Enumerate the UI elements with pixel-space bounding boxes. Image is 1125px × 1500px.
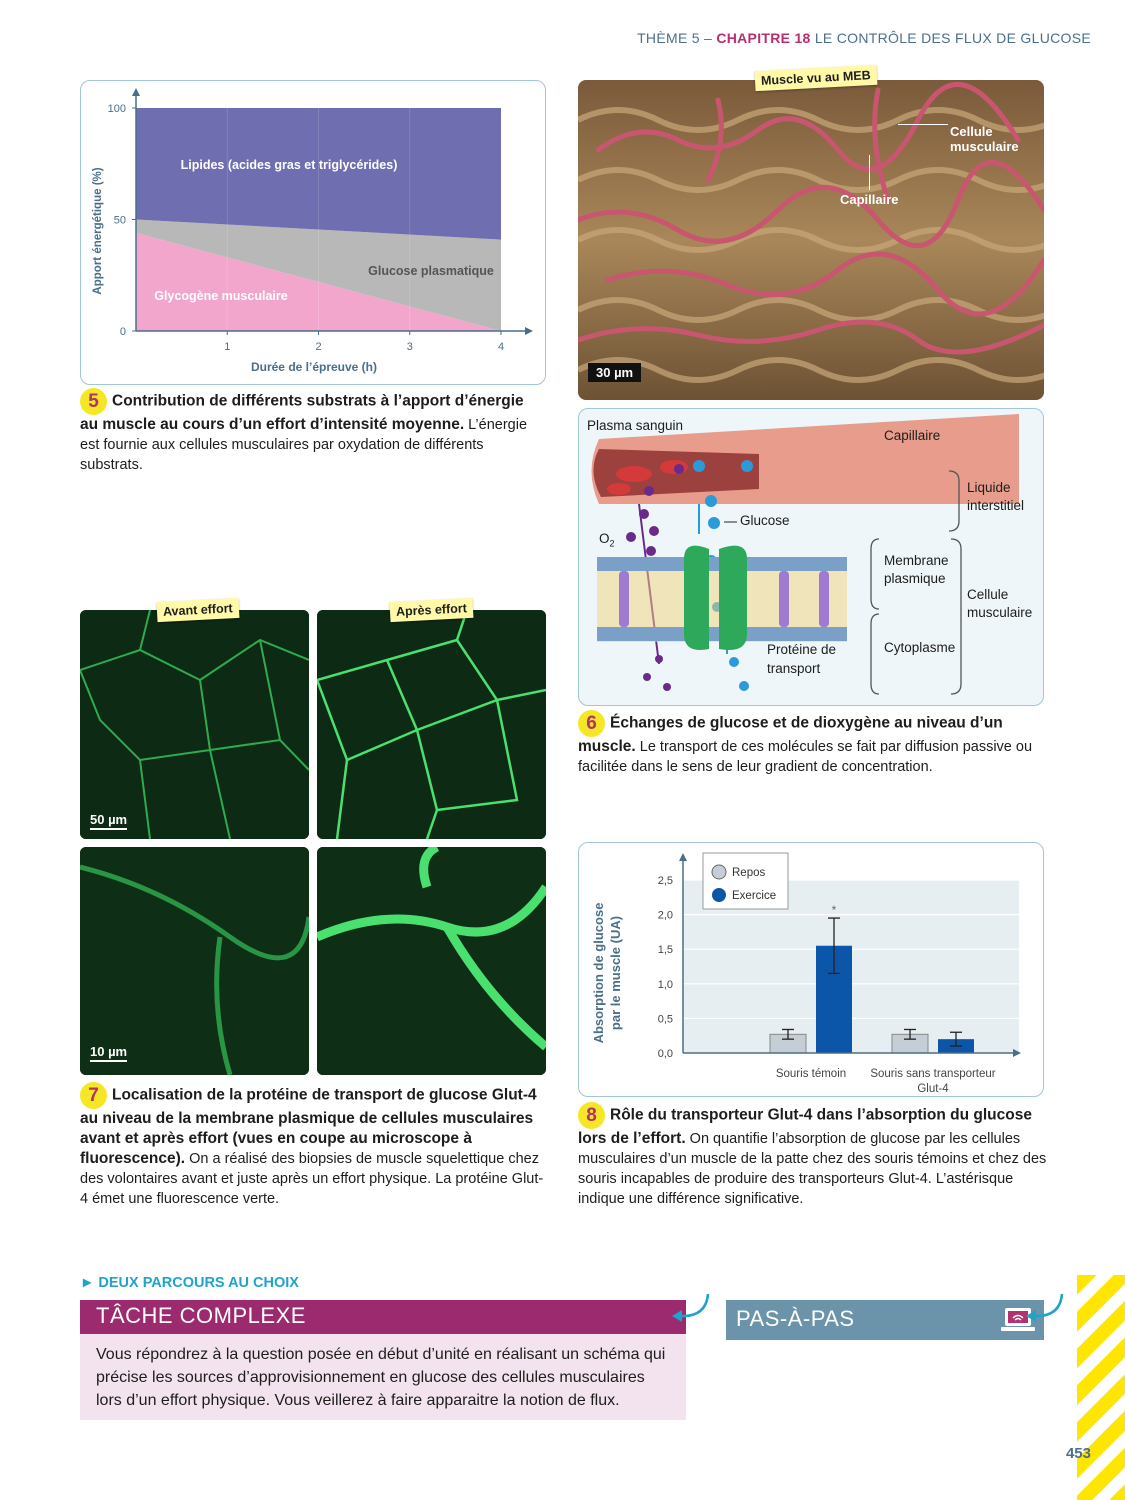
- doc5-x-arrow: [525, 327, 533, 335]
- doc5-xtick: 1: [224, 341, 231, 353]
- pap-arrow-icon: [1022, 1288, 1066, 1326]
- header-theme: THÈME 5 –: [637, 30, 717, 46]
- doc8-caption: [578, 1102, 1048, 1209]
- micrograph-before-10-image: [80, 847, 309, 1075]
- tag-before-effort: Avant effort: [157, 598, 240, 622]
- header-chapter: CHAPITRE 18: [716, 30, 811, 46]
- meb-label-cell: Cellule musculaire: [950, 124, 1019, 154]
- doc8-chart-panel: [578, 842, 1044, 1097]
- tache-arrow-icon: [668, 1288, 712, 1326]
- doc6-label-plasma: Plasma sanguin: [587, 418, 684, 433]
- doc5-ytick: 0: [119, 326, 126, 338]
- doc8-ytick: 0,5: [657, 1013, 673, 1026]
- legend-exercice-swatch: [712, 888, 726, 902]
- doc8-category-2: Souris sans transporteur Glut-4: [870, 1068, 996, 1095]
- doc8-ylabel-line2: par le muscle (UA): [608, 915, 623, 1031]
- decorative-hatch: [1077, 1275, 1125, 1500]
- doc7-number: 7: [80, 1082, 107, 1109]
- pas-a-pas-title: PAS-À-PAS: [736, 1306, 855, 1331]
- doc5-y-arrow: [132, 88, 140, 96]
- doc8-ylabel-line1: Absorption de glucose: [591, 902, 606, 1044]
- doc5-caption-text: L’énergie est fournie aux cellules musculaires par oxydation de différents substrats.: [80, 417, 528, 473]
- doc5-xtick: 3: [406, 341, 413, 353]
- doc5-ylabel: Apport énergétique (%): [92, 167, 104, 295]
- doc5-label-glucose: Glucose plasmatique: [368, 264, 494, 278]
- route-heading: ► DEUX PARCOURS AU CHOIX: [80, 1275, 299, 1291]
- doc5-caption: [80, 388, 546, 475]
- legend-repos: Repos: [732, 867, 766, 879]
- scale-50um: 50 µm: [90, 812, 127, 830]
- legend-exercice: Exercice: [732, 890, 777, 902]
- doc8-ytick: 0,0: [657, 1048, 673, 1060]
- tache-complexe-text: Vous répondrez à la question posée en début d’unité en réalisant un schéma qui précise les sources d’approvisionnement en glucose des cellules musculaires lors d’un effort physique. Vous veillerez à faire apparaitre la notion de flux.: [80, 1334, 686, 1420]
- doc6-label-protein: Protéine de transport: [767, 642, 837, 676]
- doc6-label-o2: $O_2$: [599, 531, 615, 549]
- doc5-xlabel: Durée de l’épreuve (h): [250, 360, 378, 374]
- meb-photo: [578, 80, 1044, 400]
- doc8-significance: *: [831, 903, 837, 918]
- doc8-y-arrow: [679, 853, 687, 861]
- tache-complexe-button[interactable]: [80, 1300, 686, 1334]
- micrograph-after-10-image: [317, 847, 546, 1075]
- doc5-number: 5: [80, 388, 107, 415]
- doc5-xtick: 2: [315, 341, 322, 353]
- header-title: LE CONTRÔLE DES FLUX DE GLUCOSE: [810, 30, 1091, 46]
- doc8-bar-chart: [579, 843, 1045, 1098]
- doc5-ytick: 100: [107, 103, 126, 115]
- doc6-label-glucose: Glucose: [740, 513, 790, 528]
- page-number: 453: [1065, 1445, 1091, 1462]
- doc6-label-cytoplasm: Cytoplasme: [884, 640, 956, 655]
- doc8-category-1: Souris témoin: [775, 1068, 847, 1080]
- doc8-ytick: 1,0: [657, 978, 673, 991]
- doc6-label-membrane: Membrane plasmique: [884, 553, 949, 586]
- doc8-ylabel: [591, 903, 623, 1044]
- doc7-caption-bold: Localisation de la protéine de transport de glucose Glut-4 au niveau de la membrane plasmique de cellules musculaires avant et après effort (vues en coupe au microscope à fluorescence).: [80, 1086, 537, 1167]
- micrograph-after-50: [317, 610, 546, 839]
- doc7-caption: [80, 1082, 550, 1209]
- meb-scale-bar: 30 µm: [588, 363, 641, 382]
- doc6-caption: [578, 710, 1048, 777]
- micrograph-before-10: [80, 847, 309, 1075]
- doc8-number: 8: [578, 1102, 605, 1129]
- running-header: [637, 30, 1091, 46]
- micrograph-before-50: [80, 610, 309, 839]
- doc6-label-liquid: Liquide interstitiel: [967, 480, 1025, 513]
- doc7-caption-text: On a réalisé des biopsies de muscle squelettique chez des volontaires avant et juste après un effort physique. La protéine Glut-4 émet une fluorescence verte.: [80, 1151, 544, 1207]
- meb-tag: Muscle vu au MEB: [755, 65, 878, 91]
- micrograph-after-50-image: [317, 610, 546, 839]
- doc5-caption-bold: Contribution de différents substrats à l’apport d’énergie au muscle au cours d’un effort d’intensité moyenne.: [80, 392, 524, 433]
- doc6-label-capillary: Capillaire: [884, 428, 941, 443]
- doc5-ytick: 50: [113, 214, 126, 227]
- doc6-diagram-panel: [578, 408, 1044, 706]
- tag-after-effort: Après effort: [390, 598, 474, 622]
- doc6-caption-bold: Échanges de glucose et de dioxygène au niveau d’un muscle.: [578, 714, 1003, 755]
- doc5-label-glycogene: Glycogène musculaire: [154, 289, 288, 303]
- doc8-ytick: 2,5: [657, 875, 673, 887]
- meb-label-capillary: Capillaire: [840, 192, 899, 207]
- doc8-caption-bold: Rôle du transporteur Glut-4 dans l’absorption du glucose lors de l’effort.: [578, 1106, 1032, 1147]
- doc8-ytick: 2,0: [657, 909, 673, 922]
- micrograph-after-10: [317, 847, 546, 1075]
- doc6-label-cell: Cellule musculaire: [967, 587, 1033, 620]
- doc6-number: 6: [578, 710, 605, 737]
- doc8-ytick: 1,5: [657, 944, 673, 957]
- scale-10um: 10 µm: [90, 1044, 127, 1062]
- micrograph-before-50-image: [80, 610, 309, 839]
- doc5-area-chart: [81, 81, 547, 386]
- doc6-caption-text: Le transport de ces molécules se fait par diffusion passive ou facilitée dans le sens de leur gradient de concentration.: [578, 739, 1033, 775]
- doc8-caption-text: On quantifie l’absorption de glucose par les cellules musculaires d’un muscle de la patte chez des souris témoins et chez des souris incapables de produire des transporteurs Glut-4. L’astérisque indique une différence significative.: [578, 1131, 1047, 1207]
- legend-repos-swatch: [712, 865, 726, 879]
- doc5-xtick: 4: [497, 341, 505, 353]
- doc5-chart-panel: [80, 80, 546, 385]
- doc5-label-lipides: Lipides (acides gras et triglycérides): [180, 158, 398, 172]
- pas-a-pas-button[interactable]: [726, 1300, 1044, 1340]
- tache-complexe-title: TÂCHE COMPLEXE: [96, 1303, 306, 1328]
